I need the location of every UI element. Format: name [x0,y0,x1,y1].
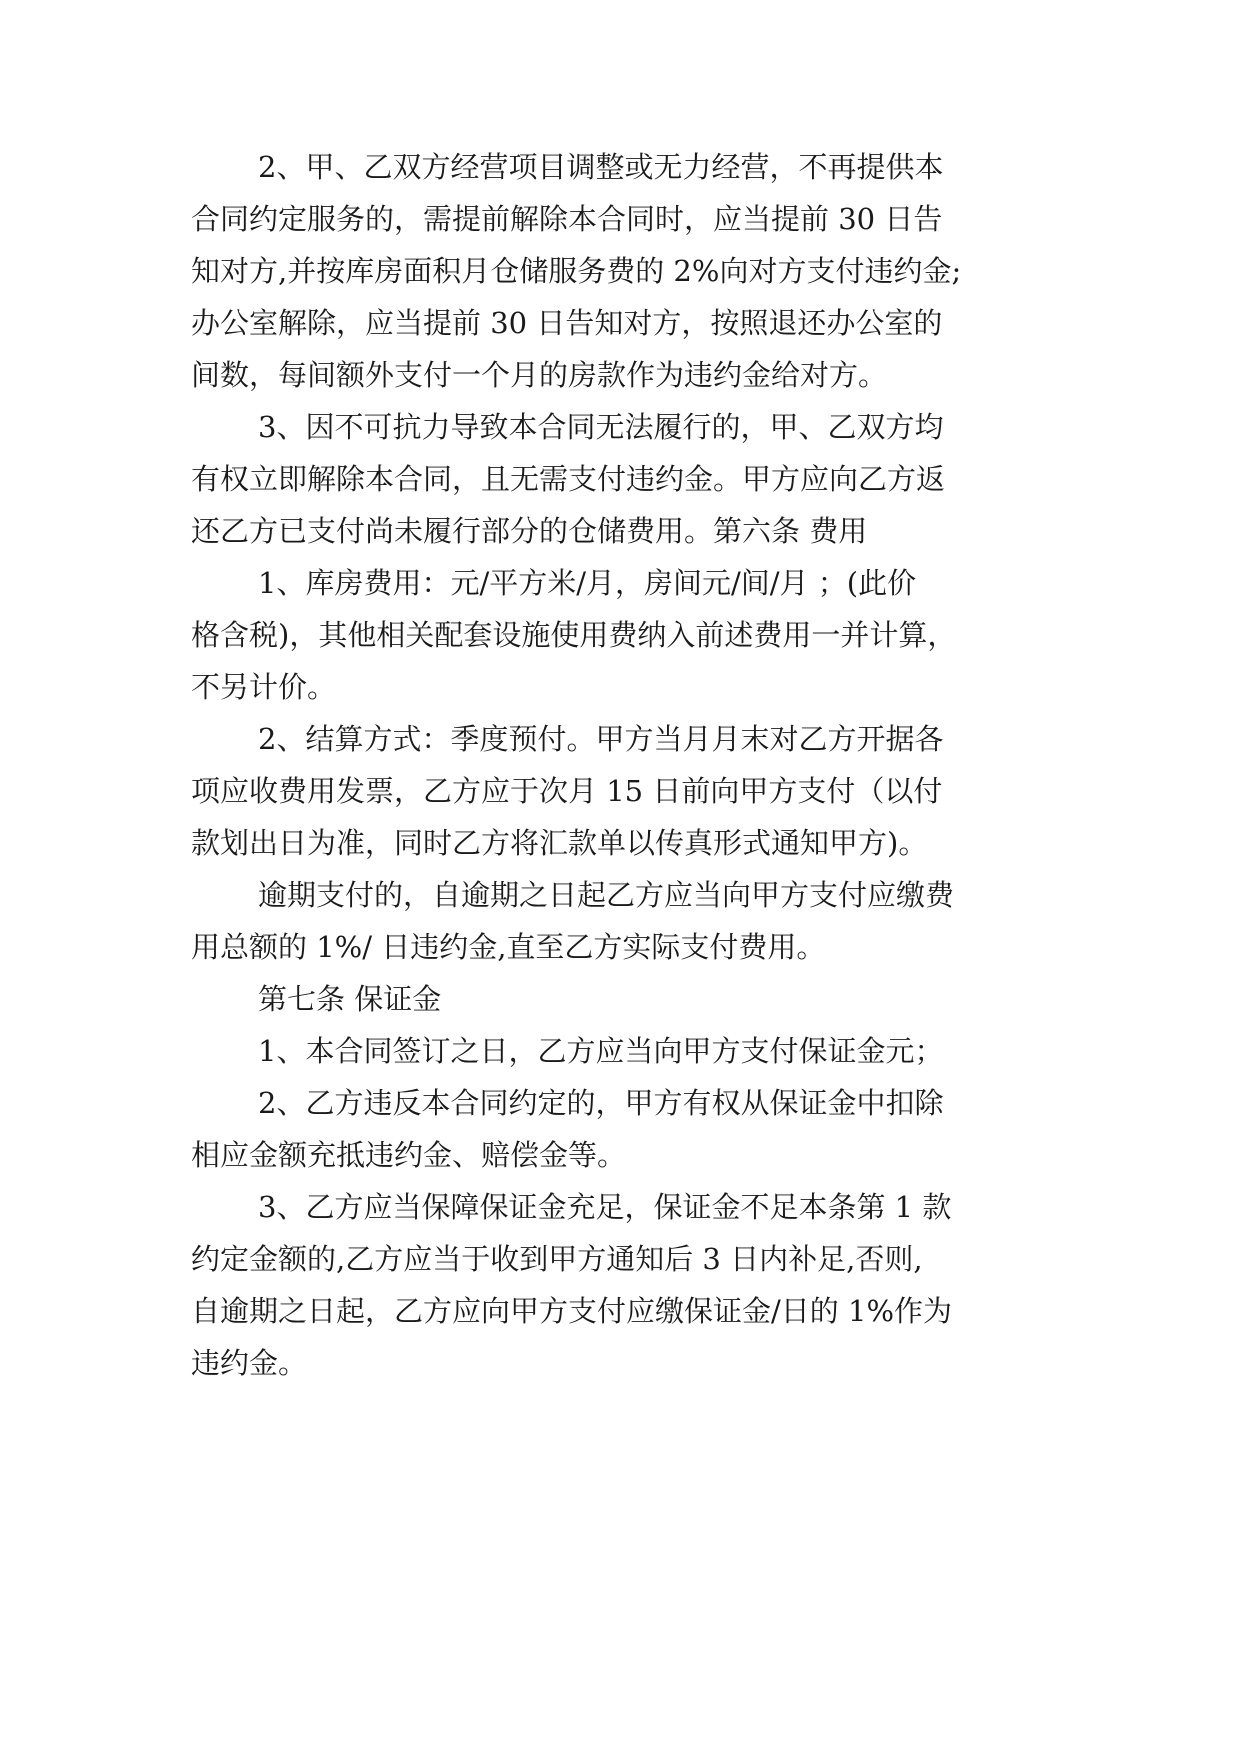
paragraph-line: 3、乙方应当保障保证金充足，保证金不足本条第 1 款 [258,1190,952,1224]
paragraph-line: 相应金额充抵违约金、赔偿金等。 [191,1138,627,1172]
paragraph-line: 款划出日为准，同时乙方将汇款单以传真形式通知甲方)。 [191,826,928,860]
paragraph-line: 2、甲、乙双方经营项目调整或无力经营，不再提供本 [258,150,944,184]
paragraph-line: 有权立即解除本合同，且无需支付违约金。甲方应向乙方返 [191,462,946,496]
paragraph-line: 约定金额的,乙方应当于收到甲方通知后 3 日内补足,否则, [191,1242,923,1276]
paragraph-line: 2、乙方违反本合同约定的，甲方有权从保证金中扣除 [258,1086,944,1120]
paragraph-line: 还乙方已支付尚未履行部分的仓储费用。第六条 费用 [191,514,868,548]
paragraph-line: 不另计价。 [191,670,337,704]
paragraph-line: 知对方,并按库房面积月仓储服务费的 2%向对方支付违约金; [191,254,962,288]
paragraph-line: 违约金。 [191,1346,308,1380]
paragraph-line: 2、结算方式：季度预付。甲方当月月末对乙方开据各 [258,722,944,756]
paragraph-line: 项应收费用发票，乙方应于次月 15 日前向甲方支付（以付 [191,774,943,808]
article-heading: 第七条 保证金 [258,982,442,1016]
paragraph-line: 间数，每间额外支付一个月的房款作为违约金给对方。 [191,358,888,392]
paragraph-line: 用总额的 1%/ 日违约金,直至乙方实际支付费用。 [191,930,826,964]
paragraph-line: 合同约定服务的，需提前解除本合同时，应当提前 30 日告 [191,202,943,236]
paragraph-line: 1、库房费用：元/平方米/月，房间元/间/月 ；(此价 [258,566,917,600]
paragraph-line: 3、因不可抗力导致本合同无法履行的，甲、乙双方均 [258,410,944,444]
paragraph-line: 自逾期之日起，乙方应向甲方支付应缴保证金/日的 1%作为 [191,1294,952,1328]
paragraph-line: 办公室解除，应当提前 30 日告知对方，按照退还办公室的 [191,306,943,340]
paragraph-line: 逾期支付的，自逾期之日起乙方应当向甲方支付应缴费 [258,878,955,912]
paragraph-line: 1、本合同签订之日，乙方应当向甲方支付保证金元； [258,1034,944,1068]
paragraph-line: 格含税)，其他相关配套设施使用费纳入前述费用一并计算， [191,618,957,652]
